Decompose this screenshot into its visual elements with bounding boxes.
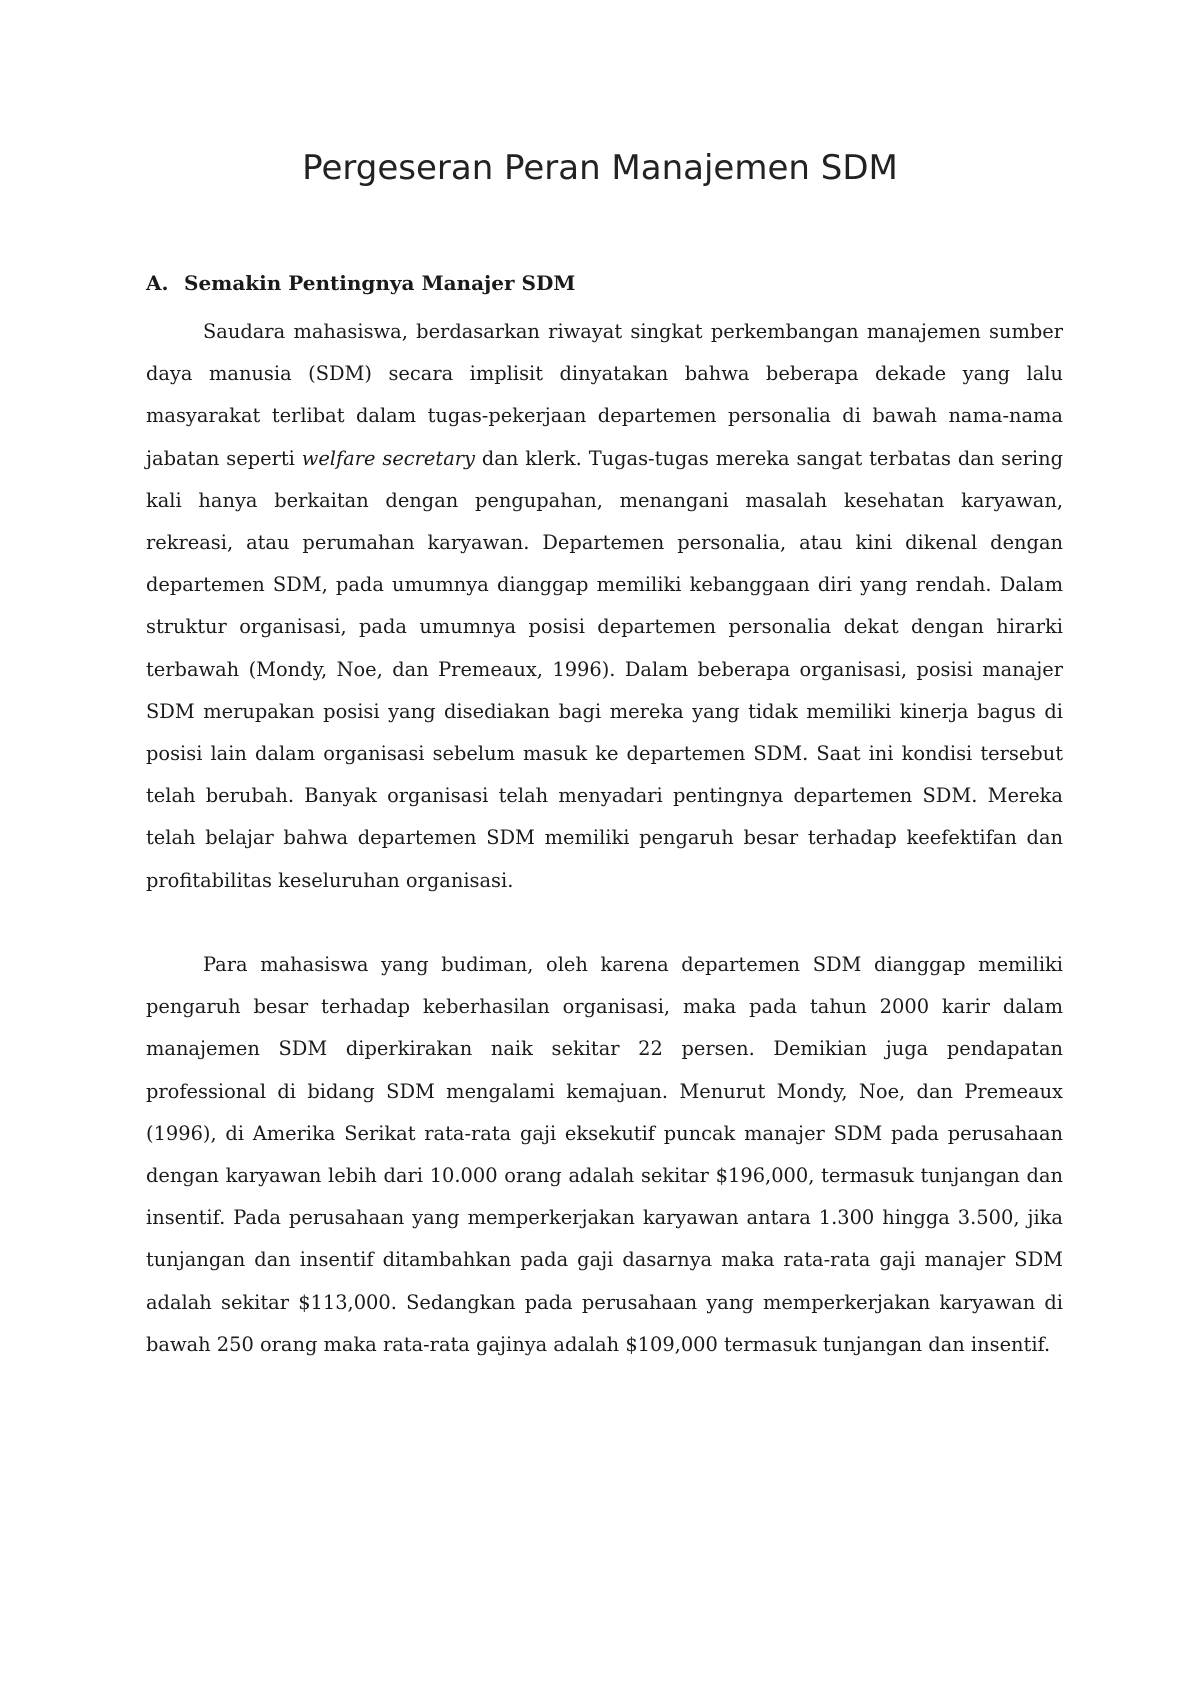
paragraph-1-italic-term: welfare secretary	[301, 446, 475, 470]
section-letter: A.	[146, 271, 169, 295]
section-heading-text: Semakin Pentingnya Manajer SDM	[184, 271, 576, 295]
paragraph-1-text-a: Saudara mahasiswa, berdasarkan riwayat singkat perkembangan manajemen sumber daya manusia (SDM) secara implisit dinyatakan bahwa beberapa dekade yang lalu masyarakat terlibat dalam tugas-pekerjaan departemen personalia di bawah nama-nama jabatan seperti	[146, 320, 1063, 470]
paragraph-1	[146, 311, 1063, 902]
document-title: Pergeseran Peran Manajemen SDM	[302, 148, 898, 188]
paragraph-1-text-b: dan klerk. Tugas-tugas mereka sangat terbatas dan sering kali hanya berkaitan dengan pengupahan, menangani masalah kesehatan karyawan, rekreasi, atau perumahan karyawan. Departemen personalia, atau kini dikenal dengan departemen SDM, pada umumnya dianggap memiliki kebanggaan diri yang rendah. Dalam struktur organisasi, pada umumnya posisi departemen personalia dekat dengan hirarki terbawah (Mondy, Noe, dan Premeaux, 1996). Dalam beberapa organisasi, posisi manajer SDM merupakan posisi yang disediakan bagi mereka yang tidak memiliki kinerja bagus di posisi lain dalam organisasi sebelum masuk ke departemen SDM. Saat ini kondisi tersebut telah berubah. Banyak organisasi telah menyadari pentingnya departemen SDM. Mereka telah belajar bahwa departemen SDM memiliki pengaruh besar terhadap keefektifan dan profitabilitas keseluruhan organisasi.	[146, 446, 1063, 892]
paragraph-2: Para mahasiswa yang budiman, oleh karena departemen SDM dianggap memiliki pengaruh besar terhadap keberhasilan organisasi, maka pada tahun 2000 karir dalam manajemen SDM diperkirakan naik sekitar 22 persen. Demikian juga pendapatan professional di bidang SDM mengalami kemajuan. Menurut Mondy, Noe, dan Premeaux (1996), di Amerika Serikat rata-rata gaji eksekutif puncak manajer SDM pada perusahaan dengan karyawan lebih dari 10.000 orang adalah sekitar $196,000, termasuk tunjangan dan insentif. Pada perusahaan yang memperkerjakan karyawan antara 1.300 hingga 3.500, jika tunjangan dan insentif ditambahkan pada gaji dasarnya maka rata-rata gaji manajer SDM adalah sekitar $113,000. Sedangkan pada perusahaan yang memperkerjakan karyawan di bawah 250 orang maka rata-rata gajinya adalah $109,000 termasuk tunjangan dan insentif.	[146, 953, 1063, 1356]
section-heading	[146, 268, 575, 298]
